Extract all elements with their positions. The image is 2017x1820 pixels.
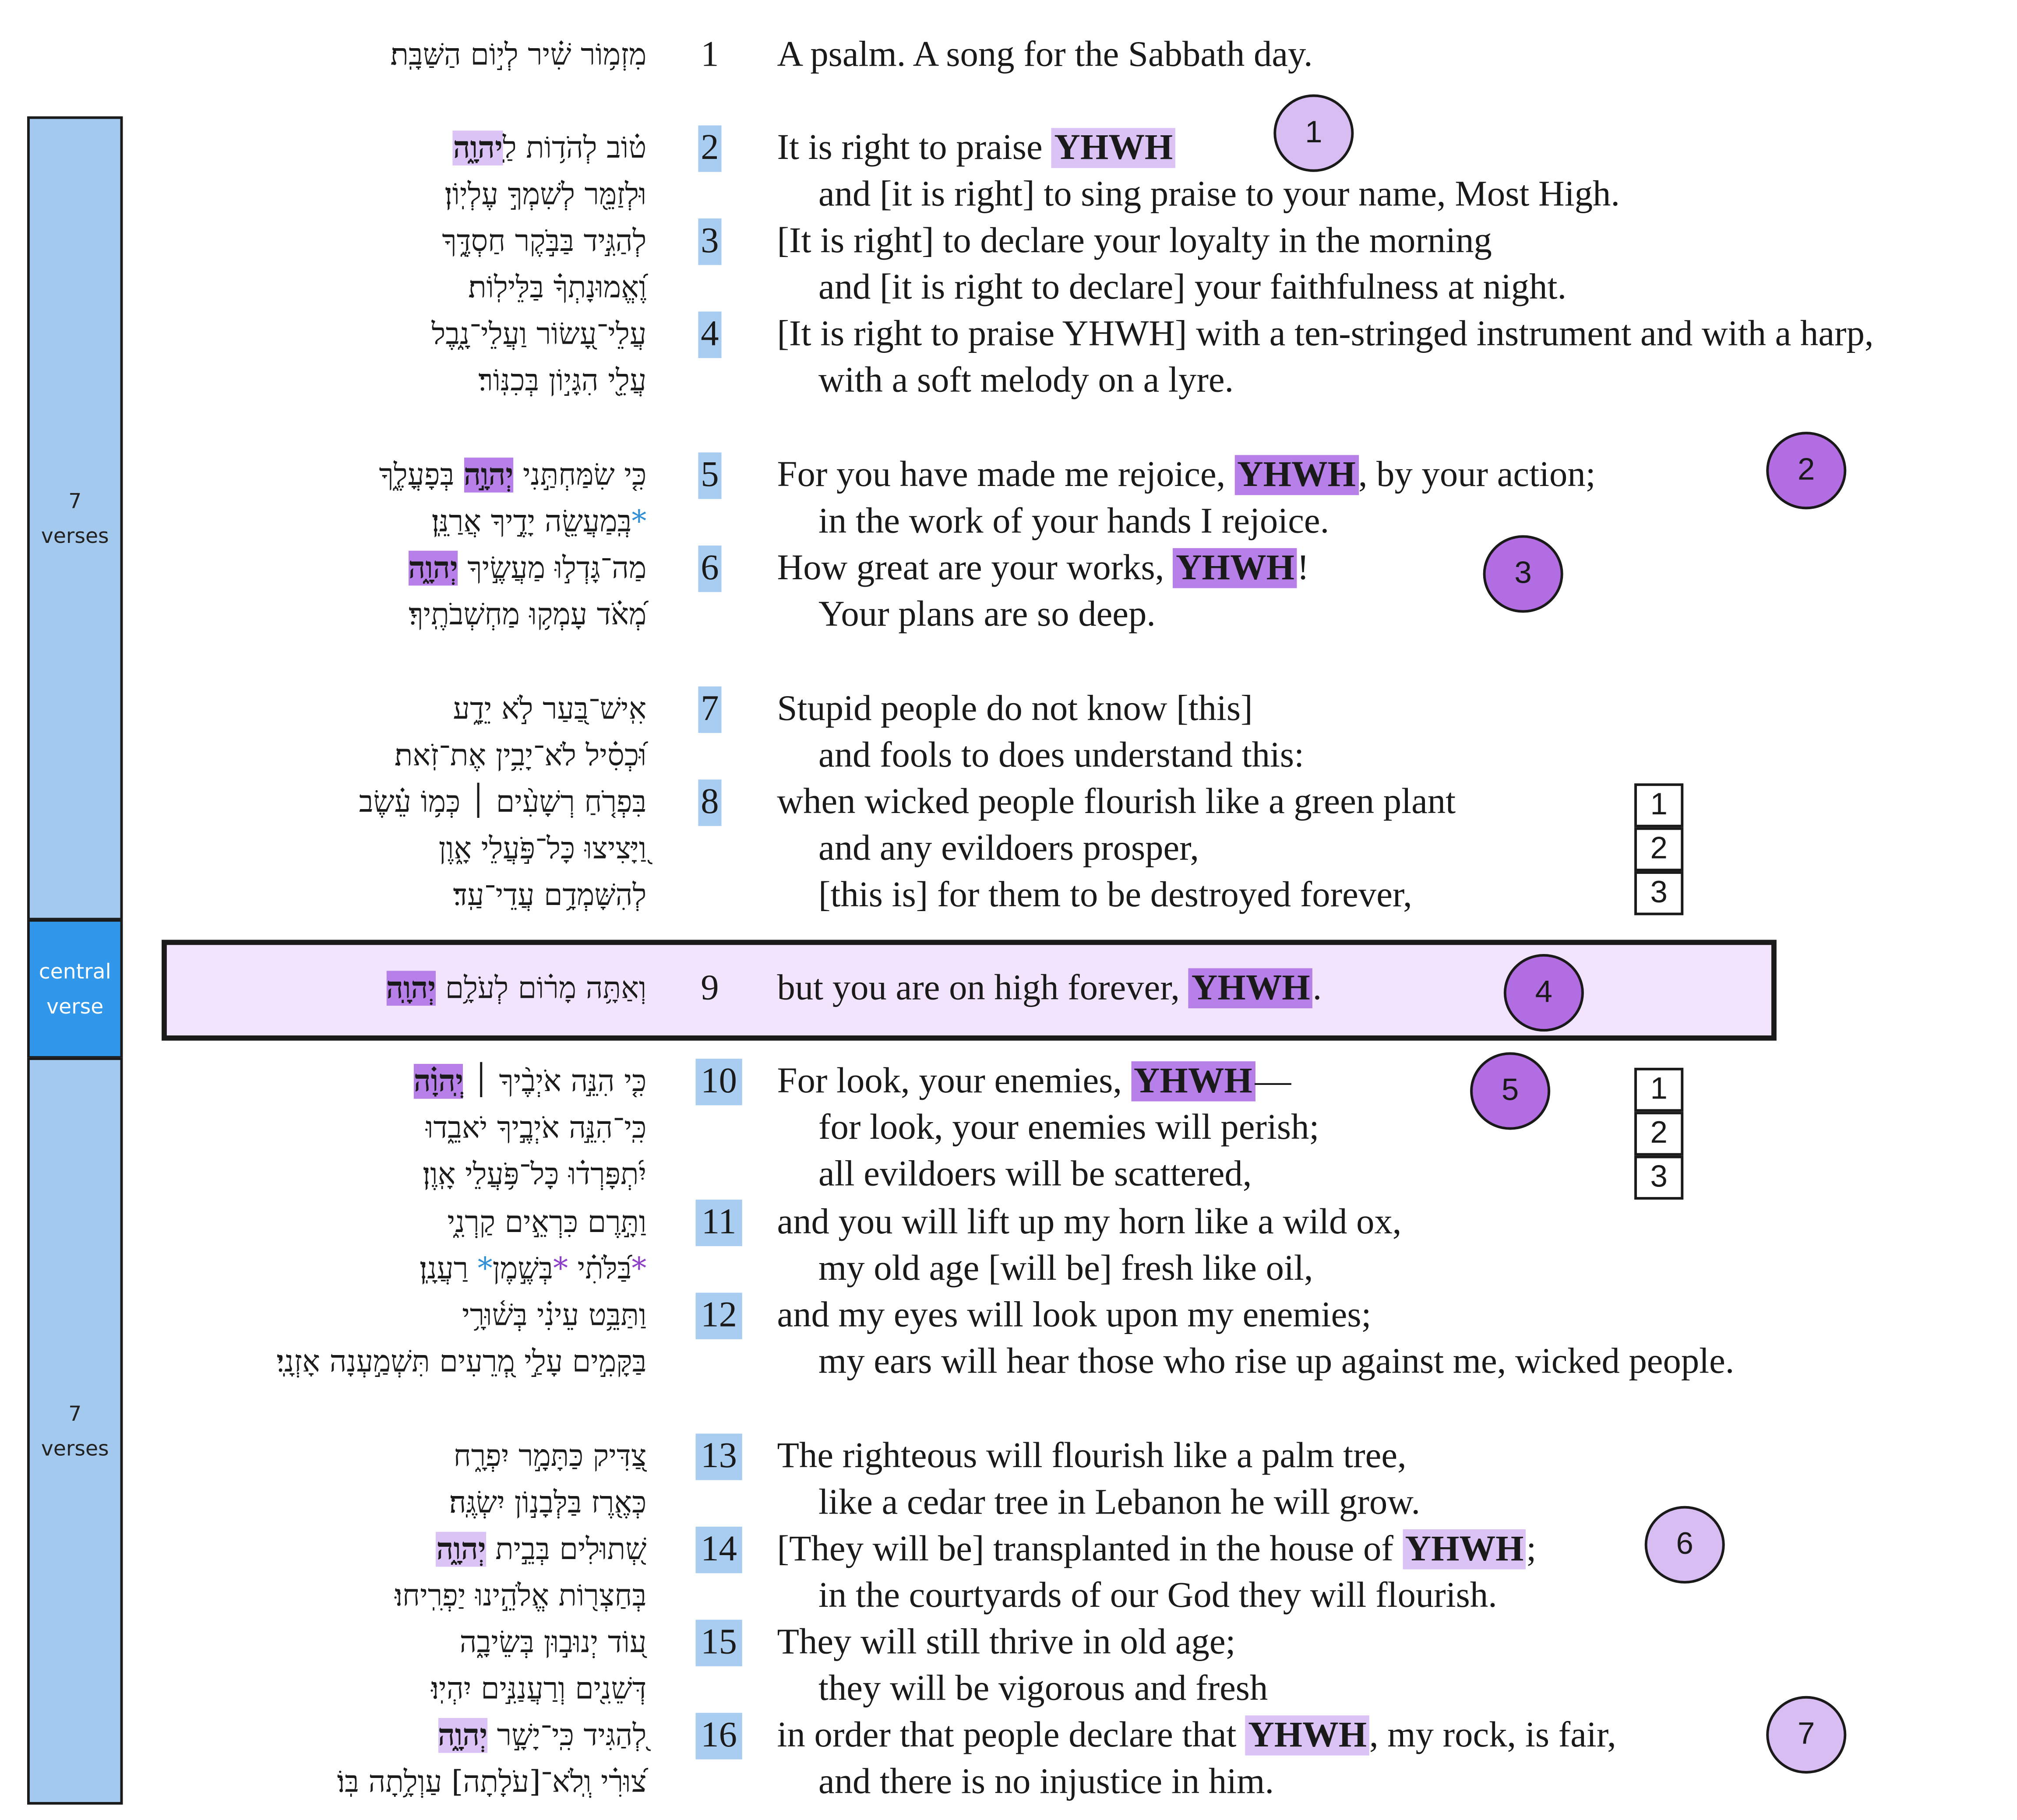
sidebar-central-verse: [27, 919, 123, 1059]
hebrew-line: [453, 125, 647, 172]
hebrew-line: בִּפְרֹ֤חַ רְשָׁעִ֨ים ׀ כְּמ֥וֹ עֵ֗שֶׂב: [359, 786, 647, 820]
hebrew-line: עֲלֵ֖י הִגָּי֣וֹן בְּכִנּֽוֹר׃: [478, 364, 647, 398]
hebrew-line: לְהַגִּ֣יד בַּבֹּ֣קֶר חַסְדֶּ֑ךָ: [442, 225, 647, 259]
hebrew-line: צ֝וּרִ֗י וְֽלֹא־[עֹלָתָה] עַוְלָ֥תָה בּֽוֹ׃: [337, 1766, 647, 1800]
divine-name-count-circle: 1: [1273, 95, 1354, 172]
english-text: For you have made me rejoice,: [777, 455, 1235, 495]
sidebar-label: central: [39, 959, 111, 984]
english-text: , my rock, is fair,: [1369, 1715, 1616, 1756]
hebrew-line: מְ֝אֹ֗ד עָמְק֥וּ מַחְשְׁבֹתֶֽיךָ׃: [409, 598, 647, 632]
hebrew-line: כִּֽי־הִנֵּ֣ה אֹיְבֶ֣יךָ יֹאבֵ֑דוּ: [426, 1112, 647, 1146]
hebrew-line: וַתָּ֣רֶם כִּרְאֵ֣ים קַרְנִ֑י: [447, 1206, 647, 1240]
divine-name-hebrew: יְהוָֽה: [386, 971, 436, 1006]
asterisk-marker: *: [477, 1253, 493, 1286]
english-line: [777, 1059, 1291, 1105]
verse-number: 10: [695, 1059, 742, 1105]
divine-name-count-circle: 5: [1470, 1052, 1550, 1130]
english-line: and [it is right to declare] your faithfulness at night.: [818, 268, 1567, 308]
asterisk-marker: *: [553, 1253, 568, 1286]
sidebar-label: verses: [41, 523, 109, 548]
line-count-square: 2: [1634, 827, 1683, 871]
divine-name-hebrew: יְהוָ֣ה: [463, 458, 514, 493]
english-line: when wicked people flourish like a green plant: [777, 782, 1456, 822]
sidebar-count: 7: [68, 1401, 82, 1426]
hebrew-line: בְּחַצְר֖וֹת אֱלֹהֵ֣ינוּ יַפְרִֽיחוּ׃: [395, 1580, 647, 1613]
hebrew-line: [379, 452, 646, 499]
english-line: Your plans are so deep.: [818, 595, 1156, 635]
hebrew-text: כִּ֤י שִׂמַּחְתַּ֣נִי: [513, 459, 647, 493]
verse-number: 15: [695, 1620, 742, 1666]
verse-number: 8: [698, 779, 721, 826]
english-line: my ears will hear those who rise up against me, wicked people.: [818, 1341, 1735, 1382]
english-line: and [it is right] to sing praise to your name, Most High.: [818, 174, 1620, 215]
english-line: [It is right] to declare your loyalty in the morning: [777, 221, 1492, 261]
english-line: in the courtyards of our God they will flourish.: [818, 1576, 1497, 1616]
hebrew-text: בְּֽמַעֲשֵׂ֖ה יָדֶ֣יךָ אֲרַנֵּֽן׃: [431, 505, 632, 539]
divine-name-count-circle: 4: [1504, 954, 1584, 1031]
sidebar-count: 7: [68, 489, 82, 514]
divine-name-hebrew: יְֽהוָ֗ה: [413, 1063, 464, 1099]
english-line: and there is no injustice in him.: [818, 1762, 1274, 1802]
hebrew-line: כְּאֶ֖רֶז בַּלְּבָנ֣וֹן יִשְׂגֶּֽה׃: [449, 1486, 647, 1521]
hebrew-text: רַעֲנָֽן׃: [419, 1253, 478, 1286]
english-text: ;: [1526, 1529, 1537, 1570]
divine-name: YHWH: [1234, 455, 1358, 495]
line-count-square: 3: [1634, 871, 1683, 915]
hebrew-line: יִ֝תְפָּרְד֗וּ כָּל־פֹּ֥עֲלֵי אָֽוֶן׃: [422, 1158, 647, 1192]
verse-number: 13: [695, 1433, 742, 1480]
hebrew-line: לְהִשָּׁמְדָ֥ם עֲדֵי־עַֽד׃: [453, 879, 647, 913]
divine-name: YHWH: [1131, 1061, 1255, 1102]
divine-name: YHWH: [1173, 548, 1297, 588]
verse-number: 3: [698, 218, 721, 265]
english-line: [this is] for them to be destroyed forever,: [818, 875, 1412, 915]
hebrew-text: בַּ֝לֹּתִ֗י: [568, 1253, 632, 1286]
english-text: For look, your enemies,: [777, 1061, 1131, 1102]
hebrew-line: צַ֭דִּיק כַּתָּמָ֣ר יִפְרָ֑ח: [453, 1440, 647, 1474]
verse-number: 12: [695, 1293, 742, 1339]
sidebar-label: verses: [41, 1436, 109, 1461]
english-line: Stupid people do not know [this]: [777, 689, 1253, 729]
divine-name: YHWH: [1051, 128, 1175, 168]
hebrew-text: מַה־גָּדְל֣וּ מַעֲשֶׂ֣יךָ: [458, 552, 647, 586]
english-text: It is right to praise: [777, 128, 1052, 168]
hebrew-text: בְּשֶׁ֣מֶן: [492, 1253, 554, 1286]
hebrew-line: אִֽישׁ־בַּ֭עַר לֹ֣א יֵדָ֑ע: [453, 693, 647, 727]
divine-name-hebrew: יְהוָ֑ה: [408, 550, 458, 586]
line-count-square: 1: [1634, 1068, 1683, 1112]
hebrew-line: וּ֝כְסִ֗יל לֹא־יָבִ֥ין אֶת־זֹֽאת׃: [394, 739, 647, 773]
hebrew-line: [431, 499, 646, 546]
english-line: [It is right to praise YHWH] with a ten-stringed instrument and with a harp,: [777, 314, 1874, 355]
english-text: but you are on high forever,: [777, 968, 1189, 1009]
english-line: and you will lift up my horn like a wild ox,: [777, 1202, 1402, 1243]
hebrew-line: וֶ֝אֱמוּנָתְךָ֗ בַּלֵּילֽוֹת׃: [468, 271, 647, 305]
verse-number: 2: [698, 125, 721, 172]
hebrew-line: [420, 1246, 646, 1292]
verse-number: 7: [698, 686, 721, 733]
verse-number: 6: [698, 546, 721, 592]
english-line: all evildoers will be scattered,: [818, 1154, 1252, 1195]
line-count-square: 1: [1634, 783, 1683, 827]
hebrew-text: שְׁ֭תוּלִים בְּבֵ֣ית: [486, 1533, 647, 1567]
divine-name-count-circle: 2: [1766, 432, 1846, 509]
english-line: The righteous will flourish like a palm tree,: [777, 1436, 1407, 1476]
english-line: for look, your enemies will perish;: [818, 1108, 1319, 1148]
hebrew-text: ט֗וֹב לְהֹד֥וֹת לַֽ: [502, 132, 647, 165]
hebrew-line: [408, 546, 646, 592]
hebrew-line: בַּקָּמִ֣ים עָלַ֣י מְ֭רֵעִים תִּשְׁמַ֣עְנָה אָזְנָֽי׃: [276, 1345, 647, 1380]
divine-name-hebrew: יהוָ֑ה: [453, 130, 503, 165]
hebrew-text: וְאַתָּ֥ה מָר֗וֹם לְעֹלָ֥ם: [436, 972, 647, 1006]
hebrew-line: מִזְמ֥וֹר שִׁ֗יר לְי֣וֹם הַשַּׁבָּֽת׃: [390, 39, 647, 73]
divine-name-hebrew: יְהוָ֑ה: [437, 1718, 488, 1753]
verse-number: 11: [695, 1200, 742, 1246]
hebrew-line: וַתַּבֵּ֥ט עֵינִ֗י בְּשׁ֫וּרָ֥י: [462, 1299, 647, 1333]
english-line: and fools to does understand this:: [818, 736, 1305, 776]
hebrew-line: [436, 1527, 646, 1573]
line-count-square: 2: [1634, 1112, 1683, 1155]
asterisk-marker: *: [631, 505, 647, 539]
verse-number: 5: [698, 452, 721, 499]
english-line: [777, 452, 1596, 499]
divine-name-hebrew: יְהוָ֑ה: [436, 1531, 486, 1567]
english-line: [777, 546, 1309, 592]
verse-number: 9: [701, 968, 719, 1009]
line-count-square: 3: [1634, 1156, 1683, 1200]
hebrew-line: [438, 1713, 646, 1759]
english-line: and my eyes will look upon my enemies;: [777, 1295, 1372, 1336]
hebrew-line: [414, 1059, 647, 1105]
verse-number: 14: [695, 1527, 742, 1573]
hebrew-line: וּלְזַמֵּ֖ר לְשִׁמְךָ֣ עֶלְיֽוֹן׃: [444, 178, 647, 212]
english-line: [777, 1713, 1616, 1759]
english-text: !: [1297, 548, 1309, 588]
sidebar-label: verse: [46, 994, 104, 1019]
verse-number: 4: [698, 312, 721, 358]
hebrew-line: [386, 966, 646, 1012]
english-text: in order that people declare that: [777, 1715, 1246, 1756]
verse-number: 1: [701, 35, 719, 75]
hebrew-text: לְ֭הַגִּיד כִּֽי־יָשָׁ֣ר: [487, 1719, 647, 1753]
english-line: they will be vigorous and fresh: [818, 1669, 1268, 1709]
hebrew-text: כִּ֤י הִנֵּ֣ה אֹיְבֶ֨יךָ ׀: [463, 1065, 647, 1099]
english-line: with a soft melody on a lyre.: [818, 360, 1234, 401]
english-text: .: [1312, 968, 1322, 1009]
english-text: How great are your works,: [777, 548, 1174, 588]
english-line: They will still thrive in old age;: [777, 1622, 1236, 1663]
divine-name: YHWH: [1245, 1715, 1369, 1756]
english-text: [They will be] transplanted in the house of: [777, 1529, 1403, 1570]
divine-name-count-circle: 7: [1766, 1696, 1846, 1774]
hebrew-line: וַ֭יָּצִיצוּ כָּל־פֹּ֣עֲלֵי אָ֑וֶן: [438, 832, 647, 866]
hebrew-line: עֲלֵי־עָ֭שׂוֹר וַעֲלֵי־נָ֑בֶל: [431, 318, 647, 352]
hebrew-line: דְּשֵׁנִ֖ים וְרַעֲנַנִּ֣ים יִהְיֽוּ׃: [431, 1672, 647, 1707]
english-text: —: [1255, 1061, 1291, 1102]
english-line: my old age [will be] fresh like oil,: [818, 1249, 1313, 1289]
divine-name: YHWH: [1189, 968, 1313, 1008]
asterisk-marker: *: [631, 1253, 647, 1286]
sidebar-last-seven-verses: [27, 1057, 123, 1805]
english-line: like a cedar tree in Lebanon he will grow.: [818, 1482, 1421, 1523]
english-line: in the work of your hands I rejoice.: [818, 501, 1329, 542]
hebrew-text: בְּפָעֳלֶ֑ךָ: [379, 459, 464, 493]
divine-name: YHWH: [1403, 1529, 1527, 1570]
english-line: [777, 966, 1322, 1012]
english-line: A psalm. A song for the Sabbath day.: [777, 35, 1313, 75]
divine-name-count-circle: 3: [1483, 535, 1563, 613]
divine-name-count-circle: 6: [1645, 1506, 1725, 1584]
sidebar-first-seven-verses: [27, 116, 123, 921]
english-line: [777, 1527, 1537, 1573]
hebrew-line: ע֭וֹד יְנוּב֣וּן בְּשֵׂיבָ֑ה: [459, 1626, 647, 1660]
verse-number: 16: [695, 1713, 742, 1759]
english-line: [777, 125, 1176, 172]
english-line: and any evildoers prosper,: [818, 828, 1199, 869]
english-text: , by your action;: [1358, 455, 1596, 495]
